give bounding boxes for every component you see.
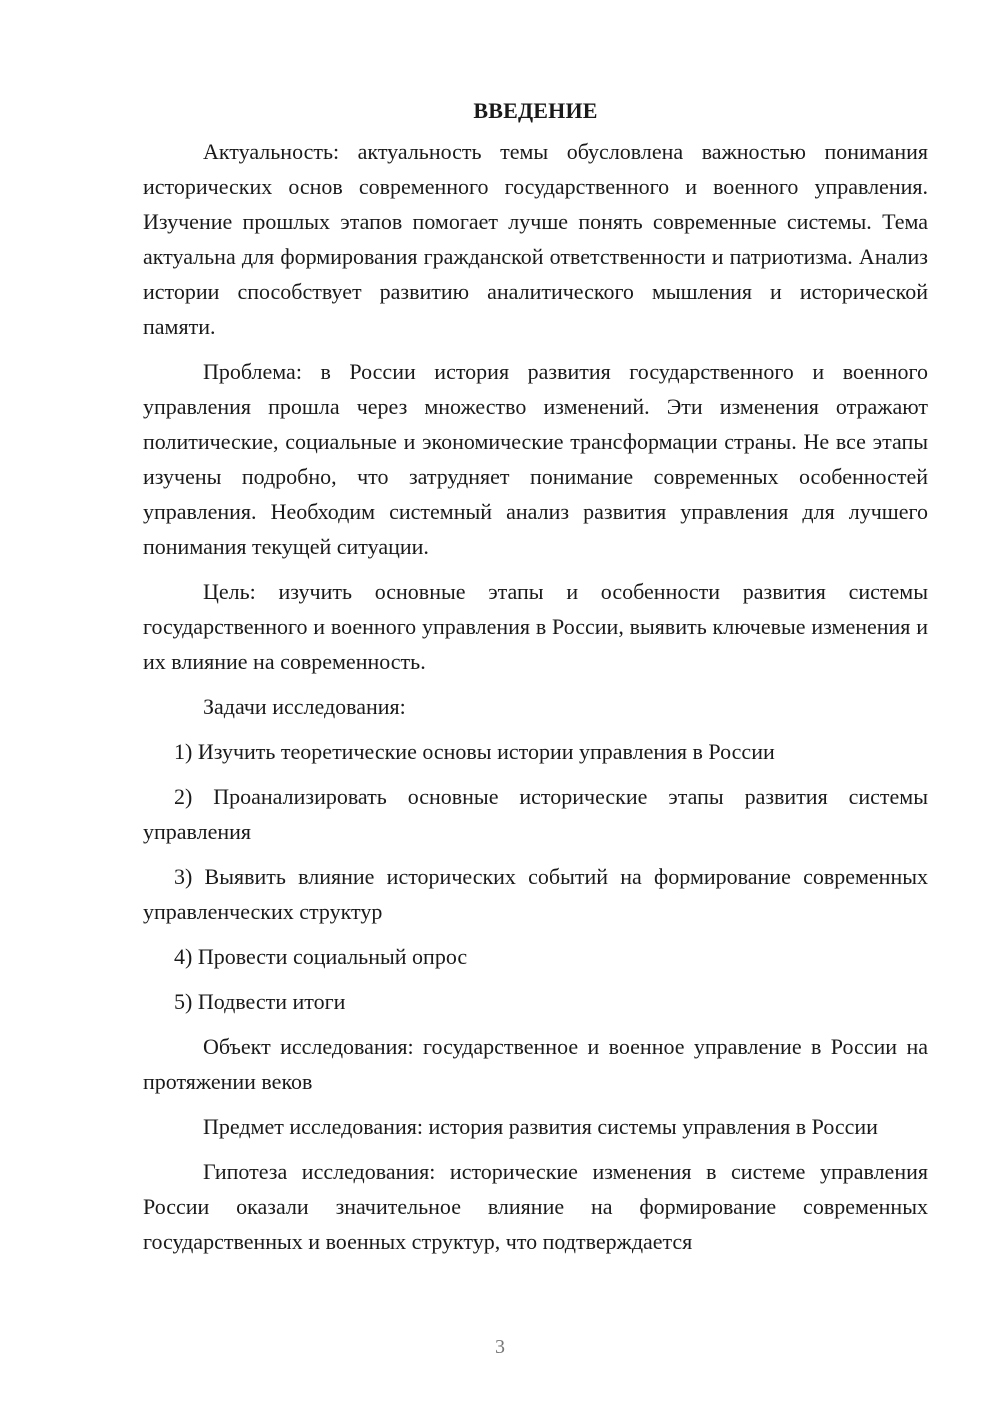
page-content (143, 93, 928, 1269)
page-title: ВВЕДЕНИЕ (473, 98, 598, 123)
task-item-4: 4) Провести социальный опрос (174, 944, 468, 969)
task-list (143, 734, 928, 1019)
paragraph-problem: Проблема: в России история развития государственного и военного управления прошла через множество изменений. Эти изменения отражают политические, социальные и экономические трансформации страны. Не все этапы изучены подробно, что затрудняет понимание современных особенностей управления. Необходим системный анализ развития управления для лучшего понимания текущей ситуации. (143, 359, 928, 559)
paragraph-relevance: Актуальность: актуальность темы обусловлена важностью понимания исторических основ современного государственного и военного управления. Изучение прошлых этапов помогает лучше понять современные системы. Тема актуальна для формирования гражданской ответственности и патриотизма. Анализ истории способствует развитию аналитического мышления и исторической памяти. (143, 139, 928, 339)
task-item-3: 3) Выявить влияние исторических событий на формирование современных управленческих структур (143, 864, 928, 924)
paragraph-object: Объект исследования: государственное и военное управление в России на протяжении веков (143, 1034, 928, 1094)
task-item-1: 1) Изучить теоретические основы истории управления в России (174, 739, 775, 764)
paragraph-subject: Предмет исследования: история развития системы управления в России (203, 1114, 878, 1139)
task-item-2: 2) Проанализировать основные исторические этапы развития системы управления (143, 784, 928, 844)
paragraph-tasks-heading: Задачи исследования: (203, 694, 406, 719)
paragraph-goal: Цель: изучить основные этапы и особенности развития системы государственного и военного управления в России, выявить ключевые изменения и их влияние на современность. (143, 579, 928, 674)
task-item-5: 5) Подвести итоги (174, 989, 346, 1014)
page-number: 3 (495, 1336, 505, 1358)
paragraph-hypothesis: Гипотеза исследования: исторические изменения в системе управления России оказали значительное влияние на формирование современных государственных и военных структур, что подтверждается (143, 1159, 928, 1254)
